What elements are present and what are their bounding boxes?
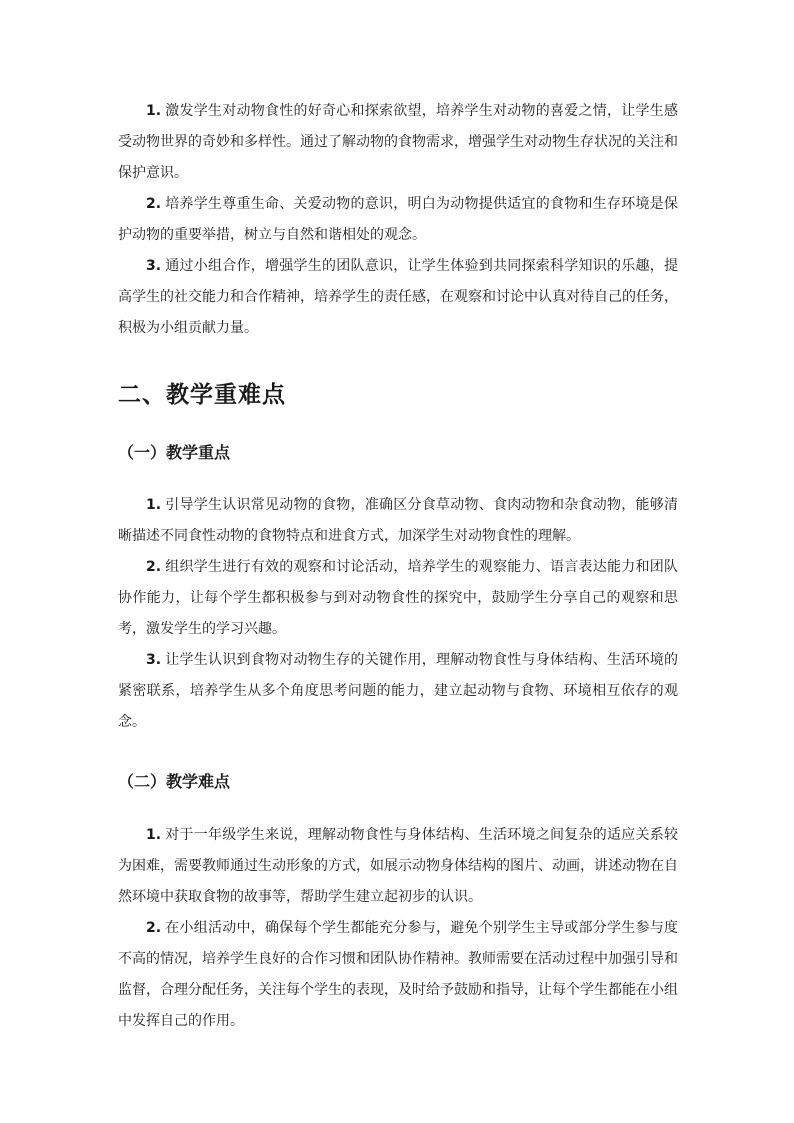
item-number: 1. [146,827,162,843]
item-text: 组织学生进行有效的观察和讨论活动，培养学生的观察能力、语言表达能力和团队协作能力，让每个学生都积极参与到对动物食性的探究中，鼓励学生分享自己的观察和思考，激发学生的学习兴趣。 [118,559,678,637]
difficult-item-1 [118,820,678,913]
key-item-1 [118,490,678,552]
item-number: 3. [146,258,162,274]
item-number: 3. [146,652,162,668]
item-text: 引导学生认识常见动物的食物，准确区分食草动物、食肉动物和杂食动物，能够清晰描述不同食性动物的食物特点和进食方式，加深学生对动物食性的理解。 [118,497,678,544]
item-text: 激发学生对动物食性的好奇心和探索欲望，培养学生对动物的喜爱之情，让学生感受动物世界的奇妙和多样性。通过了解动物的食物需求，增强学生对动物生存状况的关注和保护意识。 [118,103,678,181]
item-text: 对于一年级学生来说，理解动物食性与身体结构、生活环境之间复杂的适应关系较为困难，需要教师通过生动形象的方式，如展示动物身体结构的图片、动画，讲述动物在自然环境中获取食物的故事等，帮助学生建立起初步的认识。 [118,827,678,905]
goal-item-1 [118,96,678,189]
goals-list [118,96,678,344]
item-number: 2. [146,559,162,575]
item-text: 让学生认识到食物对动物生存的关键作用，理解动物食性与身体结构、生活环境的紧密联系，培养学生从多个角度思考问题的能力，建立起动物与食物、环境相互依存的观念。 [118,652,678,730]
subsection-heading-difficult: （二）教学难点 [118,772,231,791]
key-item-2 [118,552,678,645]
item-text: 培养学生尊重生命、关爱动物的意识，明白为动物提供适宜的食物和生存环境是保护动物的重要举措，树立与自然和谐相处的观念。 [118,196,678,243]
section-heading: 二、教学重难点 [118,382,286,408]
item-number: 1. [146,103,162,119]
item-text: 通过小组合作，增强学生的团队意识，让学生体验到共同探索科学知识的乐趣，提高学生的社交能力和合作精神，培养学生的责任感，在观察和讨论中认真对待自己的任务，积极为小组贡献力量。 [118,258,678,336]
goal-item-3 [118,251,678,344]
item-number: 2. [146,196,162,212]
subsection-heading-key: （一）教学重点 [118,443,231,462]
document-page [118,96,678,1037]
key-item-3 [118,645,678,738]
difficult-item-2 [118,913,678,1037]
key-points-list [118,490,678,738]
goal-item-2 [118,189,678,251]
item-text: 在小组活动中，确保每个学生都能充分参与，避免个别学生主导或部分学生参与度不高的情况，培养学生良好的合作习惯和团队协作精神。教师需要在活动过程中加强引导和监督，合理分配任务，关注每个学生的表现，及时给予鼓励和指导，让每个学生都能在小组中发挥自己的作用。 [118,920,678,1029]
difficult-points-list [118,820,678,1037]
item-number: 1. [146,497,162,513]
item-number: 2. [146,920,162,936]
